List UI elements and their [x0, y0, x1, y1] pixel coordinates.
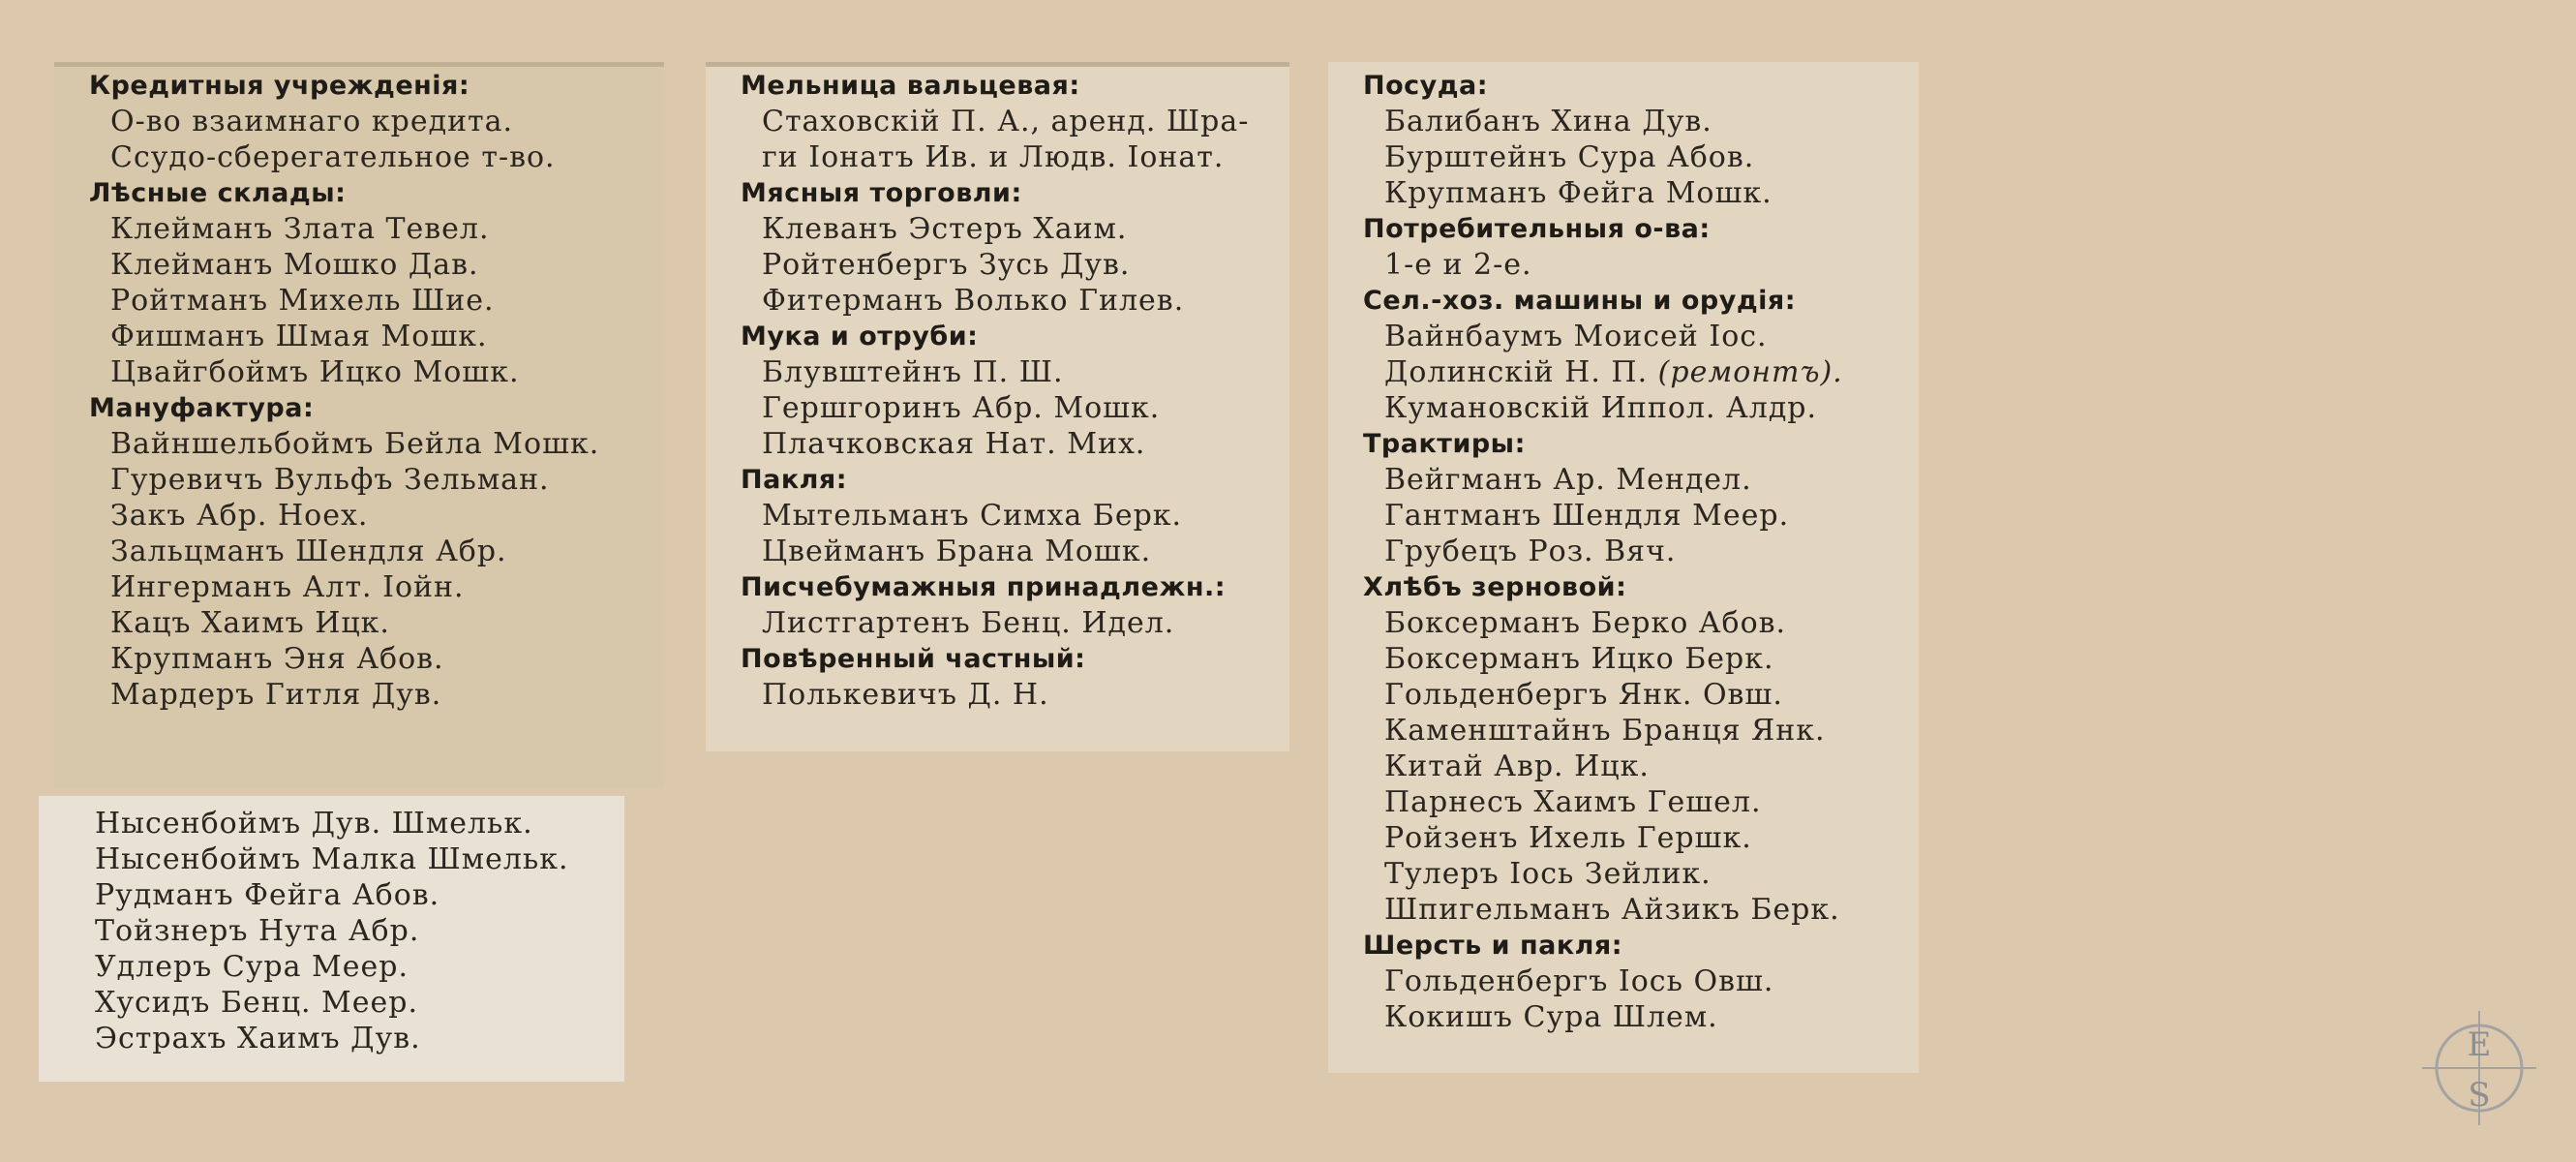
directory-entry	[1348, 999, 1899, 1035]
section-heading	[725, 68, 1270, 104]
entry-text: Посуда:	[1363, 71, 1489, 101]
clipping-manufacture-continued	[39, 796, 624, 1082]
entry-text: Китай Авр. Ицк.	[1384, 749, 1650, 783]
entry-text: Кокишъ Сура Шлем.	[1384, 1000, 1718, 1034]
entry-text: Ройзенъ Ихель Гершк.	[1384, 821, 1752, 855]
entry-text: Кумановскій Иппол. Алдр.	[1384, 391, 1818, 425]
directory-entry	[725, 677, 1270, 713]
entry-text: Бурштейнъ Сура Абов.	[1384, 140, 1755, 174]
logo-letter-top: E	[2467, 1025, 2492, 1064]
directory-entry	[725, 498, 1270, 534]
section-heading	[74, 68, 645, 104]
section-heading	[74, 175, 645, 211]
entry-text: Кредитныя учрежденія:	[89, 71, 470, 101]
entry-text: Гольденбергъ Янк. Овш.	[1384, 678, 1783, 712]
entry-text: Повѣренный частный:	[741, 644, 1086, 674]
clipping-top-remnant	[706, 62, 1289, 67]
directory-entry	[725, 211, 1270, 247]
clipping-mill-meat-flour	[706, 62, 1289, 751]
directory-entry	[74, 677, 645, 713]
directory-entry	[1348, 104, 1899, 139]
section-heading	[74, 390, 645, 426]
entry-text: Ингерманъ Алт. Іойн.	[110, 570, 465, 604]
entry-text: Цвайгбоймъ Ицко Мошк.	[110, 355, 520, 389]
directory-entry	[725, 283, 1270, 319]
directory-entry	[1348, 534, 1899, 569]
directory-entry	[74, 283, 645, 319]
entry-text: Гольденбергъ Іось Овш.	[1384, 964, 1774, 998]
entry-text: Блувштейнъ П. Ш.	[762, 355, 1064, 389]
entry-text: Полькевичъ Д. Н.	[762, 678, 1049, 712]
section-heading	[1348, 426, 1899, 462]
clipping-dishes-farm-grain-wool	[1328, 62, 1919, 1073]
entry-text: Ссудо-сберегательное т-во.	[110, 140, 556, 174]
directory-entry	[74, 104, 645, 139]
entry-text: Хусидъ Бенц. Меер.	[95, 986, 419, 1020]
entry-text: Удлеръ Сура Меер.	[95, 950, 409, 984]
directory-entry	[1348, 641, 1899, 677]
directory-entry	[1348, 175, 1899, 211]
entry-text: Боксерманъ Берко Абов.	[1384, 606, 1787, 640]
section-heading	[725, 319, 1270, 354]
entry-text: Гершгоринъ Абр. Мошк.	[762, 391, 1161, 425]
directory-entry	[1348, 498, 1899, 534]
section-heading	[725, 641, 1270, 677]
directory-entry	[725, 104, 1270, 139]
entry-text: Мануфактура:	[89, 393, 315, 423]
directory-entry	[725, 139, 1270, 175]
entry-text: Лѣсные склады:	[89, 178, 347, 208]
entry-text: Вайнбаумъ Моисей Іос.	[1384, 320, 1768, 353]
entry-text: Вайншельбоймъ Бейла Мошк.	[110, 427, 600, 461]
entry-text: Гуревичъ Вульфъ Зельман.	[110, 463, 550, 497]
es-compass-logo-icon	[2420, 1009, 2538, 1127]
directory-entry	[74, 641, 645, 677]
entry-text: ги Іонатъ Ив. и Людв. Іонат.	[762, 140, 1225, 174]
entry-text: Тойзнеръ Нута Абр.	[95, 914, 420, 948]
directory-entry	[1348, 820, 1899, 856]
directory-entry	[725, 426, 1270, 462]
entry-text: Кацъ Хаимъ Ицк.	[110, 606, 390, 640]
entry-text: Плачковская Нат. Мих.	[762, 427, 1146, 461]
directory-entry	[74, 605, 645, 641]
entry-text: Долинскій Н. П.	[1384, 355, 1649, 389]
directory-entry	[1348, 319, 1899, 354]
directory-entry	[1348, 605, 1899, 641]
directory-entry	[725, 390, 1270, 426]
entry-text: Крупманъ Эня Абов.	[110, 642, 444, 676]
directory-entry	[74, 426, 645, 462]
entry-text: Нысенбоймъ Дув. Шмельк.	[95, 807, 533, 841]
entry-text: Сел.-хоз. машины и орудія:	[1363, 286, 1797, 316]
directory-entry	[74, 354, 645, 390]
directory-entry	[58, 1021, 605, 1056]
directory-entry	[725, 605, 1270, 641]
entry-text: Мельница вальцевая:	[741, 71, 1080, 101]
section-heading	[1348, 68, 1899, 104]
entry-text: Шерсть и пакля:	[1363, 931, 1623, 961]
logo-letter-bottom: S	[2468, 1076, 2491, 1115]
directory-entry	[74, 319, 645, 354]
entry-text: Мука и отруби:	[741, 321, 979, 352]
entry-text: Каменштайнъ Бранця Янк.	[1384, 714, 1826, 748]
directory-entry	[74, 534, 645, 569]
section-heading	[725, 175, 1270, 211]
directory-entry	[1348, 390, 1899, 426]
entry-text: Закъ Абр. Ноех.	[110, 499, 369, 533]
section-heading	[725, 462, 1270, 498]
entry-text: О-во взаимнаго кредита.	[110, 105, 514, 138]
directory-entry	[58, 841, 605, 877]
directory-entry	[74, 462, 645, 498]
section-heading	[1348, 211, 1899, 247]
entry-text: Шпигельманъ Айзикъ Берк.	[1384, 893, 1840, 927]
directory-entry	[58, 806, 605, 841]
directory-entry	[1348, 247, 1899, 283]
entry-text: Пакля:	[741, 465, 848, 495]
entry-text: 1-е и 2-е.	[1384, 248, 1532, 282]
entry-text: Мытельманъ Симха Берк.	[762, 499, 1183, 533]
directory-entry	[74, 498, 645, 534]
directory-entry	[74, 139, 645, 175]
entry-text: Фишманъ Шмая Мошк.	[110, 320, 488, 353]
directory-entry	[1348, 677, 1899, 713]
entry-text: Гантманъ Шендля Меер.	[1384, 499, 1790, 533]
entry-text: Фитерманъ Волько Гилев.	[762, 284, 1185, 318]
entry-text: Хлѣбъ зерновой:	[1363, 572, 1627, 602]
entry-text: Цвейманъ Брана Мошк.	[762, 535, 1152, 568]
entry-text: Трактиры:	[1363, 429, 1526, 459]
entry-text: Клейманъ Мошко Дав.	[110, 248, 479, 282]
section-heading	[725, 569, 1270, 605]
entry-text: Рудманъ Фейга Абов.	[95, 878, 440, 912]
directory-entry	[1348, 784, 1899, 820]
directory-entry	[1348, 462, 1899, 498]
section-heading	[1348, 283, 1899, 319]
entry-text: Стаховскій П. А., аренд. Шра-	[762, 105, 1250, 138]
directory-entry	[1348, 963, 1899, 999]
section-heading	[1348, 569, 1899, 605]
section-heading	[1348, 928, 1899, 963]
entry-text: Листгартенъ Бенц. Идел.	[762, 606, 1175, 640]
entry-text: Вейгманъ Ар. Мендел.	[1384, 463, 1752, 497]
directory-entry	[1348, 856, 1899, 892]
entry-text: Тулеръ Іось Зейлик.	[1384, 857, 1712, 891]
directory-entry	[1348, 892, 1899, 928]
directory-entry	[1348, 713, 1899, 749]
directory-entry	[58, 913, 605, 949]
directory-entry	[74, 247, 645, 283]
entry-text: Мясныя торговли:	[741, 178, 1022, 208]
entry-text: Нысенбоймъ Малка Шмельк.	[95, 842, 569, 876]
entry-text: Парнесъ Хаимъ Гешел.	[1384, 785, 1762, 819]
entry-text: Боксерманъ Ицко Берк.	[1384, 642, 1774, 676]
directory-entry	[74, 211, 645, 247]
entry-text: Ройтманъ Михель Шие.	[110, 284, 495, 318]
directory-entry	[58, 985, 605, 1021]
directory-entry	[1348, 749, 1899, 784]
directory-entry	[725, 534, 1270, 569]
entry-text: Крупманъ Фейга Мошк.	[1384, 176, 1773, 210]
entry-text: Грубецъ Роз. Вяч.	[1384, 535, 1677, 568]
entry-text: Потребительныя о-ва:	[1363, 214, 1711, 244]
entry-text: Балибанъ Хина Дув.	[1384, 105, 1712, 138]
entry-text: Клеванъ Эстеръ Хаим.	[762, 212, 1128, 246]
directory-entry	[74, 569, 645, 605]
directory-entry	[1348, 139, 1899, 175]
directory-entry	[725, 354, 1270, 390]
entry-text: Писчебумажныя принадлежн.:	[741, 572, 1227, 602]
clipping-top-remnant	[54, 62, 664, 67]
entry-text: Мардеръ Гитля Дув.	[110, 678, 442, 712]
entry-note: (ремонтъ).	[1657, 355, 1843, 389]
entry-text: Эстрахъ Хаимъ Дув.	[95, 1022, 421, 1055]
entry-text: Зальцманъ Шендля Абр.	[110, 535, 507, 568]
directory-entry	[58, 877, 605, 913]
entry-text: Ройтенбергъ Зусь Дув.	[762, 248, 1131, 282]
entry-text: Клейманъ Злата Тевел.	[110, 212, 490, 246]
clipping-credit-forest-manufacture	[54, 62, 664, 788]
directory-entry	[58, 949, 605, 985]
directory-entry	[1348, 354, 1899, 390]
directory-entry	[725, 247, 1270, 283]
